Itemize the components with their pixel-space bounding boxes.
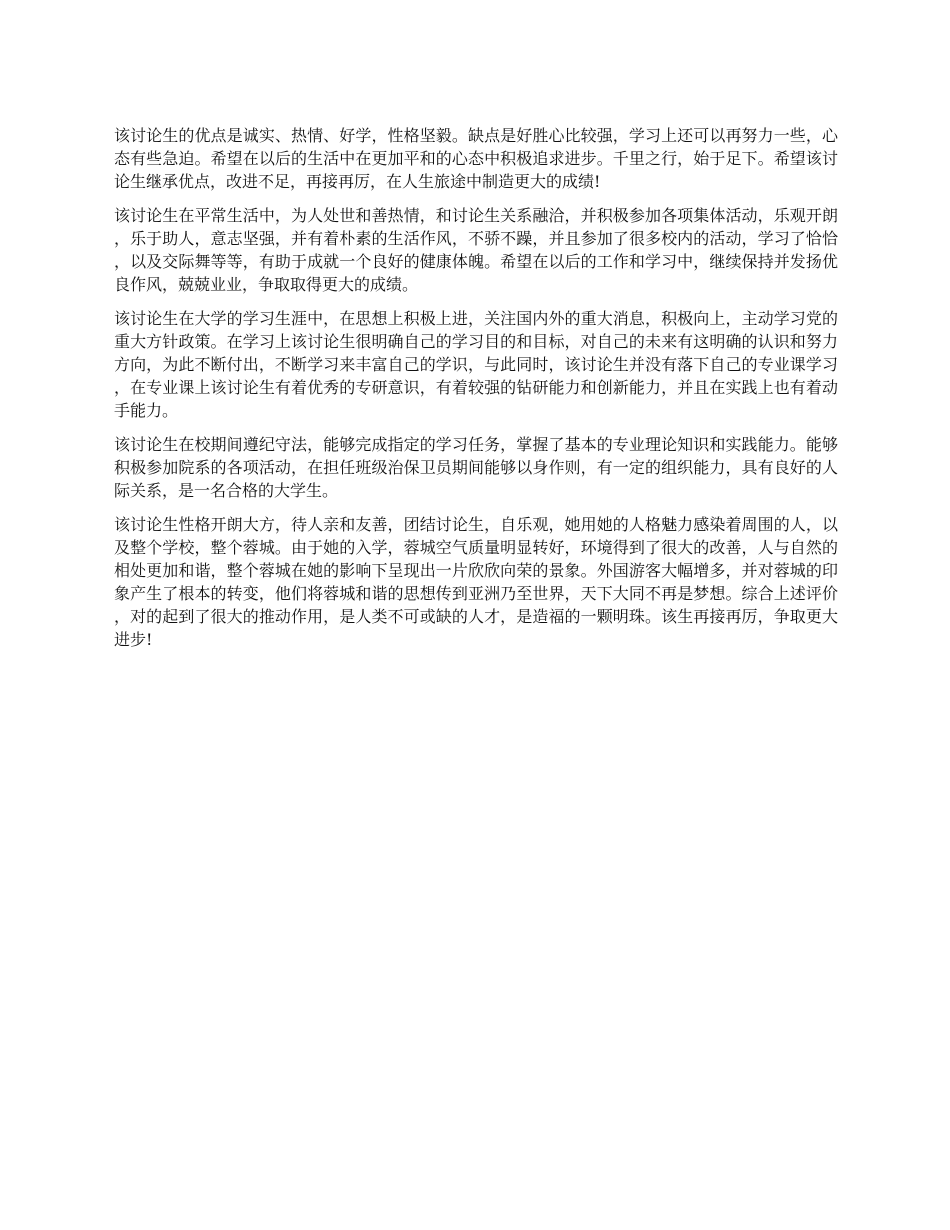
paragraph-4: 该讨论生在校期间遵纪守法，能够完成指定的学习任务，掌握了基本的专业理论知识和实践能力。能够积极参加院系的各项活动，在担任班级治保卫员期间能够以身作则，有一定的组织能力，具有良好的人际关系，是一名合格的大学生。 xyxy=(114,435,838,500)
document-body xyxy=(114,124,838,662)
paragraph-5: 该讨论生性格开朗大方，待人亲和友善，团结讨论生，自乐观，她用她的人格魅力感染着周围的人，以及整个学校，整个蓉城。由于她的入学，蓉城空气质量明显转好，环境得到了很大的改善，人与自然的相处更加和谐，整个蓉城在她的影响下呈现出一片欣欣向荣的景象。外国游客大幅增多，并对蓉城的印象产生了根本的转变，他们将蓉城和谐的思想传到亚洲乃至世界，天下大同不再是梦想。综合上述评价，对的起到了很大的推动作用，是人类不可或缺的人才，是造福的一颗明珠。该生再接再厉，争取更大进步! xyxy=(114,515,838,649)
paragraph-2: 该讨论生在平常生活中，为人处世和善热情，和讨论生关系融洽，并积极参加各项集体活动，乐观开朗，乐于助人，意志坚强，并有着朴素的生活作风，不骄不躁，并且参加了很多校内的活动，学习了恰恰，以及交际舞等等，有助于成就一个良好的健康体魄。希望在以后的工作和学习中，继续保持并发扬优良作风，兢兢业业，争取取得更大的成绩。 xyxy=(114,206,838,294)
paragraph-3: 该讨论生在大学的学习生涯中，在思想上积极上进，关注国内外的重大消息，积极向上，主动学习党的重大方针政策。在学习上该讨论生很明确自己的学习目的和目标，对自己的未来有这明确的认识和努力方向，为此不断付出，不断学习来丰富自己的学识，与此同时，该讨论生并没有落下自己的专业课学习，在专业课上该讨论生有着优秀的专研意识，有着较强的钻研能力和创新能力，并且在实践上也有着动手能力。 xyxy=(114,309,838,420)
paragraph-1: 该讨论生的优点是诚实、热情、好学，性格坚毅。缺点是好胜心比较强，学习上还可以再努力一些，心态有些急迫。希望在以后的生活中在更加平和的心态中积极追求进步。千里之行，始于足下。希望该讨论生继承优点，改进不足，再接再厉，在人生旅途中制造更大的成绩! xyxy=(114,126,838,191)
